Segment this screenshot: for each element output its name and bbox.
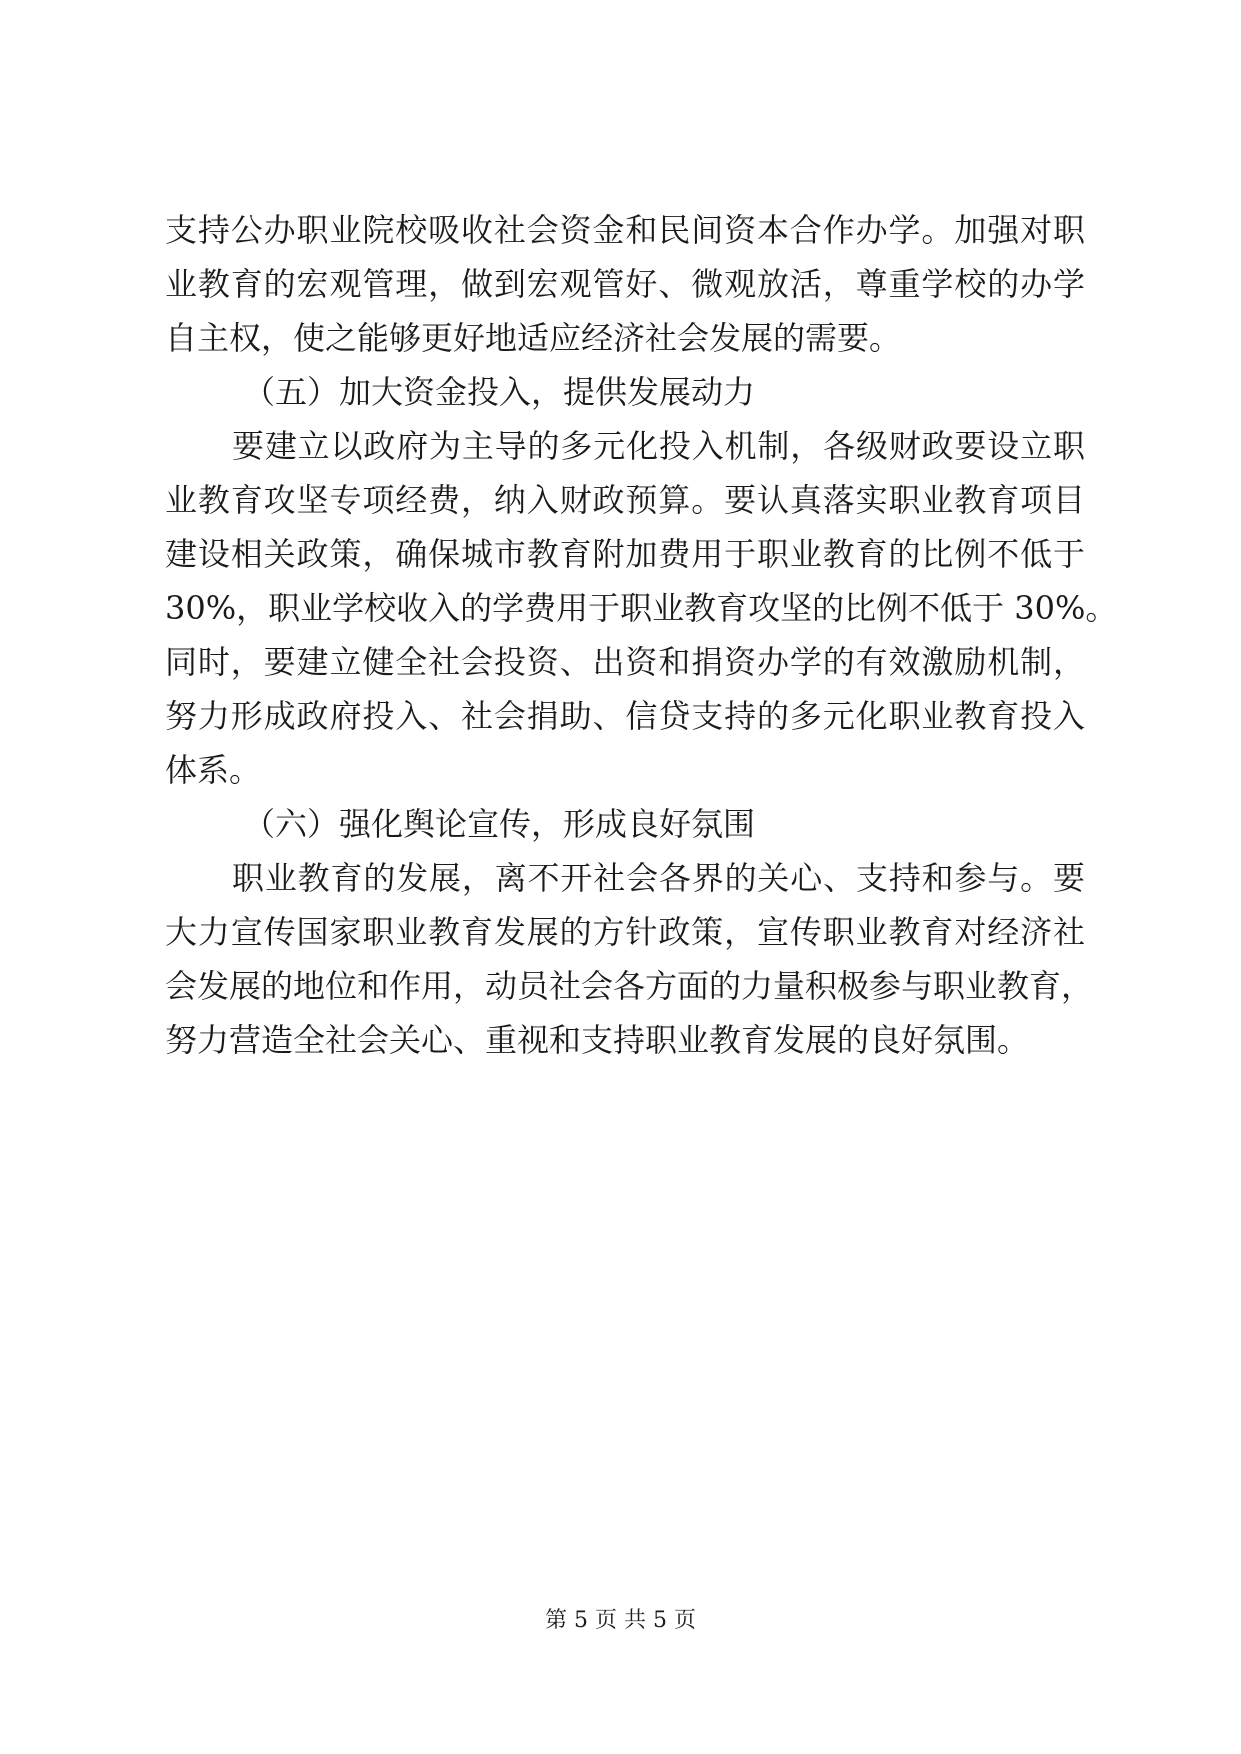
paragraph-line: 会发展的地位和作用，动员社会各方面的力量积极参与职业教育， xyxy=(165,967,1094,1005)
paragraph-line: 业教育攻坚专项经费，纳入财政预算。要认真落实职业教育项目 xyxy=(165,481,1085,519)
paragraph-line: 职业教育的发展，离不开社会各界的关心、支持和参与。要 xyxy=(232,859,1085,897)
section-heading: （六）强化舆论宣传，形成良好氛围 xyxy=(243,805,756,843)
paragraph-line: 大力宣传国家职业教育发展的方针政策，宣传职业教育对经济社 xyxy=(165,913,1085,951)
section-heading: （五）加大资金投入，提供发展动力 xyxy=(243,373,756,411)
paragraph-line: 努力形成政府投入、社会捐助、信贷支持的多元化职业教育投入 xyxy=(165,697,1085,735)
paragraph-line: 努力营造全社会关心、重视和支持职业教育发展的良好氛围。 xyxy=(165,1021,1030,1059)
paragraph-line: 要建立以政府为主导的多元化投入机制，各级财政要设立职 xyxy=(232,427,1085,465)
paragraph-line: 体系。 xyxy=(165,751,262,789)
page-number-footer: 第 5 页 共 5 页 xyxy=(545,1608,696,1633)
paragraph-line: 建设相关政策，确保城市教育附加费用于职业教育的比例不低于 xyxy=(165,535,1085,573)
paragraph-line: 自主权，使之能够更好地适应经济社会发展的需要。 xyxy=(165,319,902,357)
paragraph-line: 支持公办职业院校吸收社会资金和民间资本合作办学。加强对职 xyxy=(165,211,1085,249)
paragraph-line: 30%，职业学校收入的学费用于职业教育攻坚的比例不低于 30%。 xyxy=(165,589,1118,627)
paragraph-line: 业教育的宏观管理，做到宏观管好、微观放活，尊重学校的办学 xyxy=(165,265,1085,303)
paragraph-line: 同时，要建立健全社会投资、出资和捐资办学的有效激励机制， xyxy=(165,643,1085,681)
